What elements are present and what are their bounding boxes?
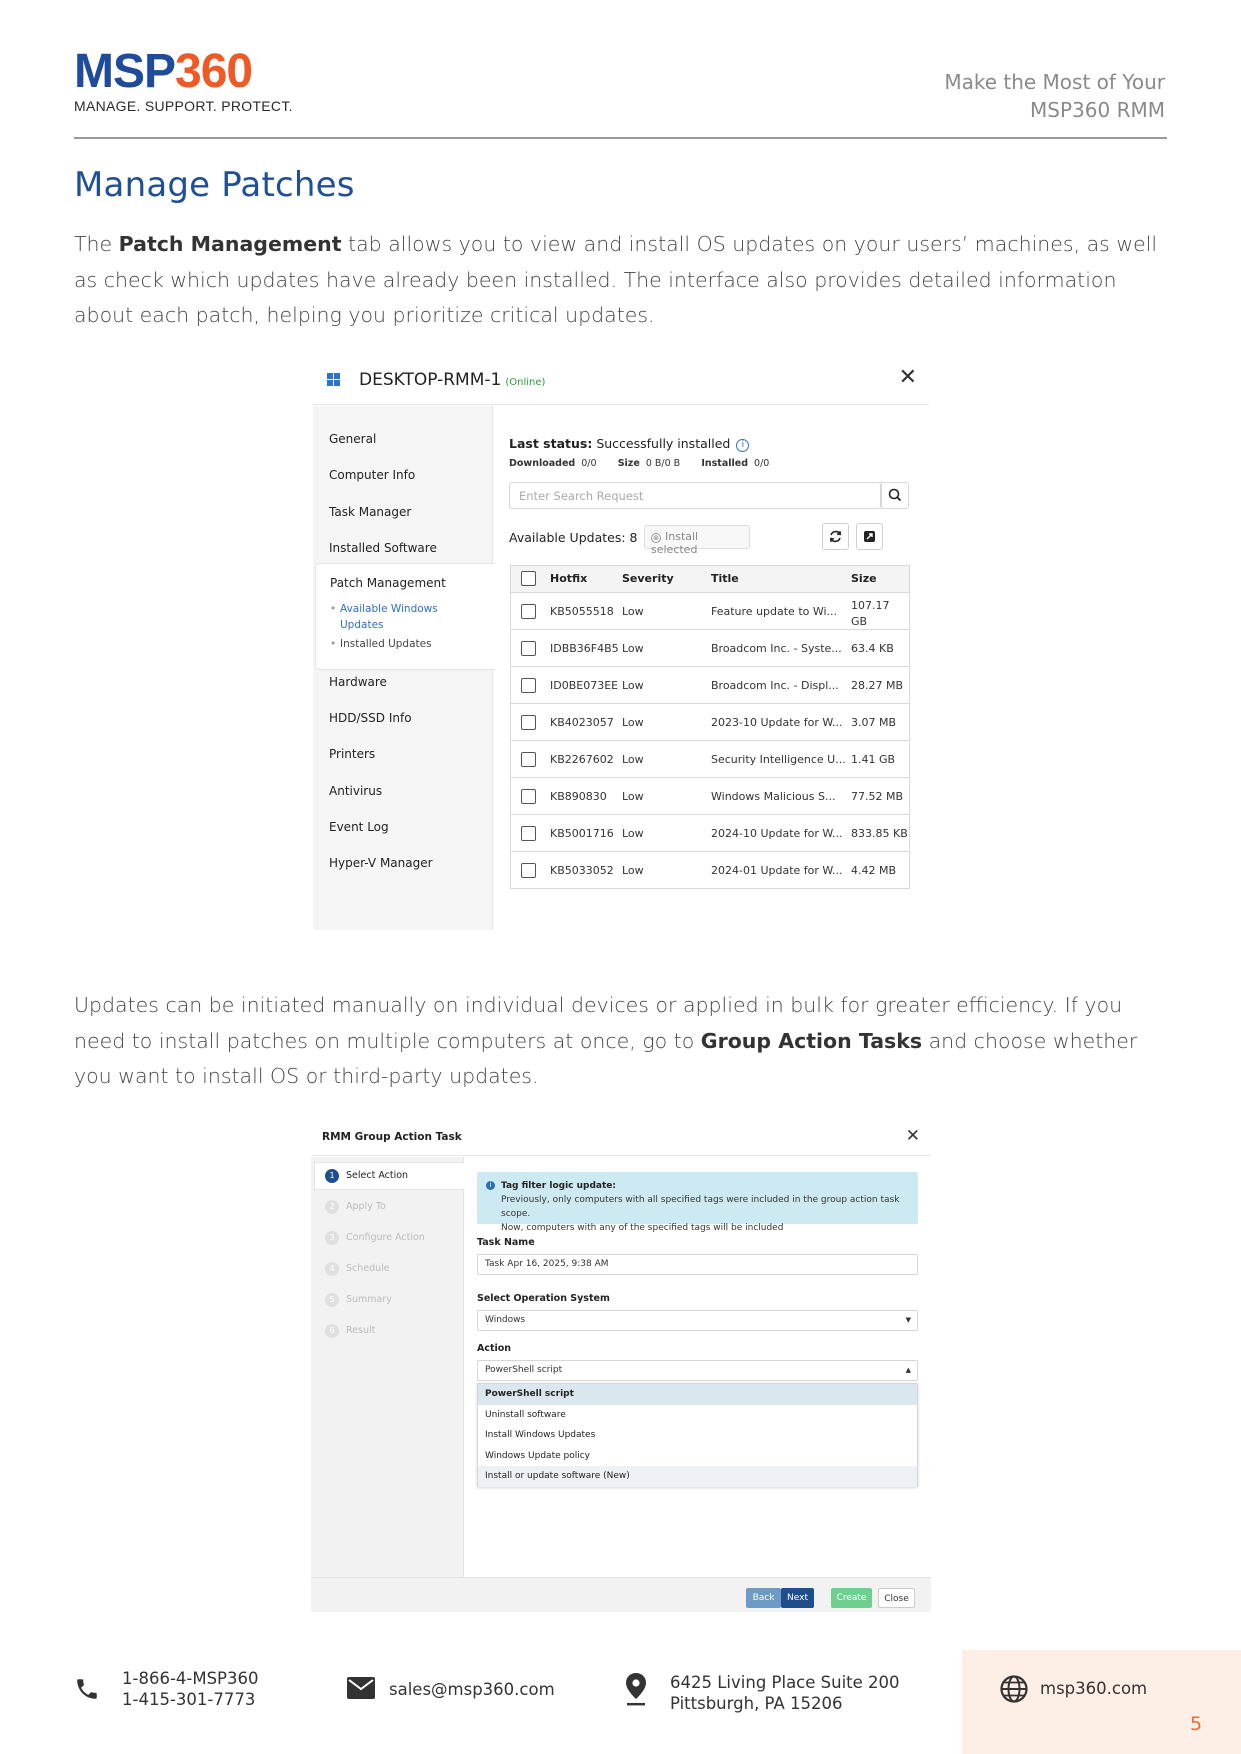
search-icon — [882, 483, 908, 508]
action-dropdown — [477, 1383, 918, 1487]
table-row[interactable]: KB5001716 Low 2024-10 Update for W... 833.85 KB — [511, 814, 909, 851]
option-install-or-update-software[interactable]: Install or update software (New) — [478, 1466, 917, 1487]
caret-down-icon: ▼ — [905, 1316, 911, 1324]
os-label: Select Operation System — [477, 1293, 610, 1304]
table-row[interactable]: ID0BE073EE Low Broadcom Inc. - Displ... 28.27 MB — [511, 666, 909, 703]
last-status: Last status: Successfully installed i — [509, 436, 749, 452]
action-label: Action — [477, 1343, 512, 1354]
document-title: Make the Most of Your MSP360 RMM — [944, 70, 1165, 122]
export-button[interactable] — [856, 523, 883, 550]
back-button[interactable]: Back — [746, 1588, 781, 1608]
updates-table — [510, 565, 910, 889]
table-row[interactable]: KB890830 Low Windows Malicious S... 77.52 MB — [511, 777, 909, 814]
option-windows-update-policy[interactable]: Windows Update policy — [485, 1450, 590, 1461]
sidebar-item-computer-info[interactable]: Computer Info — [329, 468, 416, 482]
info-icon: i — [486, 1181, 495, 1190]
table-row[interactable]: KB5033052 Low 2024-01 Update for W... 4.42 MB — [511, 851, 909, 888]
search-input[interactable]: Enter Search Request — [509, 482, 881, 509]
email-link[interactable]: sales@msp360.com — [389, 1680, 555, 1699]
option-uninstall-software[interactable]: Uninstall software — [485, 1409, 566, 1420]
download-stats: Downloaded 0/0 Size 0 B/0 B Installed 0/0 — [509, 458, 770, 469]
msp360-logo — [74, 45, 293, 114]
sidebar-item-hardware[interactable]: Hardware — [329, 675, 387, 689]
install-icon: ⊗ — [651, 533, 661, 543]
create-button[interactable]: Create — [831, 1588, 872, 1608]
step-schedule[interactable]: 4 Schedule — [325, 1262, 390, 1276]
logo-wordmark: MSP360 — [74, 45, 253, 98]
table-header — [511, 566, 909, 592]
column-hotfix[interactable]: Hotfix — [550, 572, 588, 585]
sidebar-item-task-manager[interactable]: Task Manager — [329, 505, 412, 519]
refresh-icon — [823, 524, 848, 549]
row-checkbox[interactable] — [521, 604, 536, 619]
sidebar-item-antivirus[interactable]: Antivirus — [329, 784, 383, 798]
website-link[interactable]: msp360.com — [1040, 1679, 1148, 1698]
dialog-header — [311, 1120, 931, 1156]
sidebar-item-printers[interactable]: Printers — [329, 747, 376, 761]
bulk-updates-paragraph: Updates can be initiated manually on individual devices or applied in bulk for greater efficiency. If you need to install patches on multiple computers at once, go to Group Action Tasks and choose whether you want to install OS or third-party updates. — [74, 993, 1138, 1088]
step-select-action[interactable]: 1 Select Action — [325, 1169, 408, 1183]
header-divider — [74, 137, 1167, 139]
sidebar-item-installed-software[interactable]: Installed Software — [329, 541, 437, 555]
step-summary[interactable]: 5 Summary — [325, 1293, 392, 1307]
task-name-input[interactable]: Task Apr 16, 2025, 9:38 AM — [477, 1254, 918, 1275]
column-title[interactable]: Title — [711, 572, 739, 585]
column-severity[interactable]: Severity — [622, 572, 674, 585]
os-select[interactable]: Windows ▼ — [477, 1310, 918, 1331]
caret-up-icon: ▲ — [905, 1366, 911, 1374]
sidebar-item-patch-management[interactable]: Patch Management • Available Windows Updates • Installed Updates — [315, 563, 495, 670]
sidebar-item-hdd-ssd-info[interactable]: HDD/SSD Info — [329, 711, 412, 725]
patch-management-screenshot — [313, 355, 929, 930]
subitem-installed-updates[interactable]: • Installed Updates — [330, 638, 432, 650]
address: 6425 Living Place Suite 200 Pittsburgh, PA 15206 — [670, 1673, 900, 1713]
online-status: (Online) — [505, 377, 546, 388]
row-checkbox[interactable] — [521, 678, 536, 693]
available-updates-count: Available Updates: 8 — [509, 530, 638, 545]
location-pin-icon — [624, 1672, 648, 1706]
option-install-windows-updates[interactable]: Install Windows Updates — [485, 1430, 596, 1441]
next-button[interactable]: Next — [781, 1588, 814, 1608]
row-checkbox[interactable] — [521, 826, 536, 841]
table-row[interactable]: IDBB36F4B5 Low Broadcom Inc. - Syste... 63.4 KB — [511, 629, 909, 666]
table-row[interactable]: KB4023057 Low 2023-10 Update for W... 3.07 MB — [511, 703, 909, 740]
row-checkbox[interactable] — [521, 715, 536, 730]
sidebar-item-hyper-v-manager[interactable]: Hyper-V Manager — [329, 856, 433, 870]
group-action-task-screenshot — [311, 1120, 931, 1612]
dialog-title: RMM Group Action Task — [322, 1131, 462, 1143]
globe-icon — [999, 1674, 1029, 1704]
close-icon[interactable]: ✕ — [898, 365, 917, 390]
column-size[interactable]: Size — [851, 572, 877, 585]
step-configure-action[interactable]: 3 Configure Action — [325, 1231, 425, 1245]
device-title: DESKTOP-RMM-1 (Online) — [359, 370, 546, 390]
info-icon[interactable]: i — [736, 439, 749, 452]
dialog-footer — [311, 1577, 931, 1612]
sidebar-item-event-log[interactable]: Event Log — [329, 820, 389, 834]
search-button[interactable] — [881, 482, 909, 509]
info-alert: i Tag filter logic update: Previously, only computers with all specified tags were included in the group action task scope. Now, computers with any of the specified tags will be included — [477, 1172, 918, 1224]
row-checkbox[interactable] — [521, 752, 536, 767]
page-footer — [0, 1650, 1241, 1754]
install-selected-button[interactable]: ⊗ Install selected — [644, 525, 750, 549]
wizard-steps — [311, 1157, 464, 1577]
table-row[interactable]: KB2267602 Low Security Intelligence U... 1.41 GB — [511, 740, 909, 777]
sidebar-item-general[interactable]: General — [329, 432, 377, 446]
select-all-checkbox[interactable] — [521, 571, 536, 586]
refresh-button[interactable] — [822, 523, 849, 550]
subitem-available-windows-updates[interactable]: • Available Windows Updates — [330, 603, 438, 631]
phone-numbers[interactable]: 1-866-4-MSP360 1-415-301-7773 — [122, 1669, 259, 1709]
step-apply-to[interactable]: 2 Apply To — [325, 1200, 386, 1214]
open-external-icon — [857, 524, 882, 549]
row-checkbox[interactable] — [521, 641, 536, 656]
phone-icon — [74, 1676, 100, 1702]
table-row[interactable]: KB5055518 Low Feature update to Wi... 107.17 GB — [511, 592, 909, 629]
task-name-label: Task Name — [477, 1237, 535, 1248]
page-number: 5 — [1190, 1713, 1203, 1735]
section-title: Manage Patches — [74, 165, 355, 205]
row-checkbox[interactable] — [521, 863, 536, 878]
close-button[interactable]: Close — [878, 1588, 915, 1608]
device-header — [313, 355, 929, 405]
step-result[interactable]: 6 Result — [325, 1324, 375, 1338]
device-sidebar — [313, 406, 493, 930]
intro-paragraph: The Patch Management tab allows you to view and install OS updates on your users’ machines, as well as check which updates have already been installed. The interface also provides detailed information about each patch, helping you prioritize critical updates. — [74, 232, 1158, 327]
windows-icon — [327, 373, 341, 387]
email-icon — [346, 1676, 376, 1700]
row-checkbox[interactable] — [521, 789, 536, 804]
option-powershell-script[interactable]: PowerShell script — [478, 1384, 917, 1405]
action-select[interactable]: PowerShell script ▲ — [477, 1360, 918, 1381]
logo-tagline: MANAGE. SUPPORT. PROTECT. — [74, 98, 293, 114]
close-icon[interactable]: ✕ — [905, 1126, 920, 1146]
